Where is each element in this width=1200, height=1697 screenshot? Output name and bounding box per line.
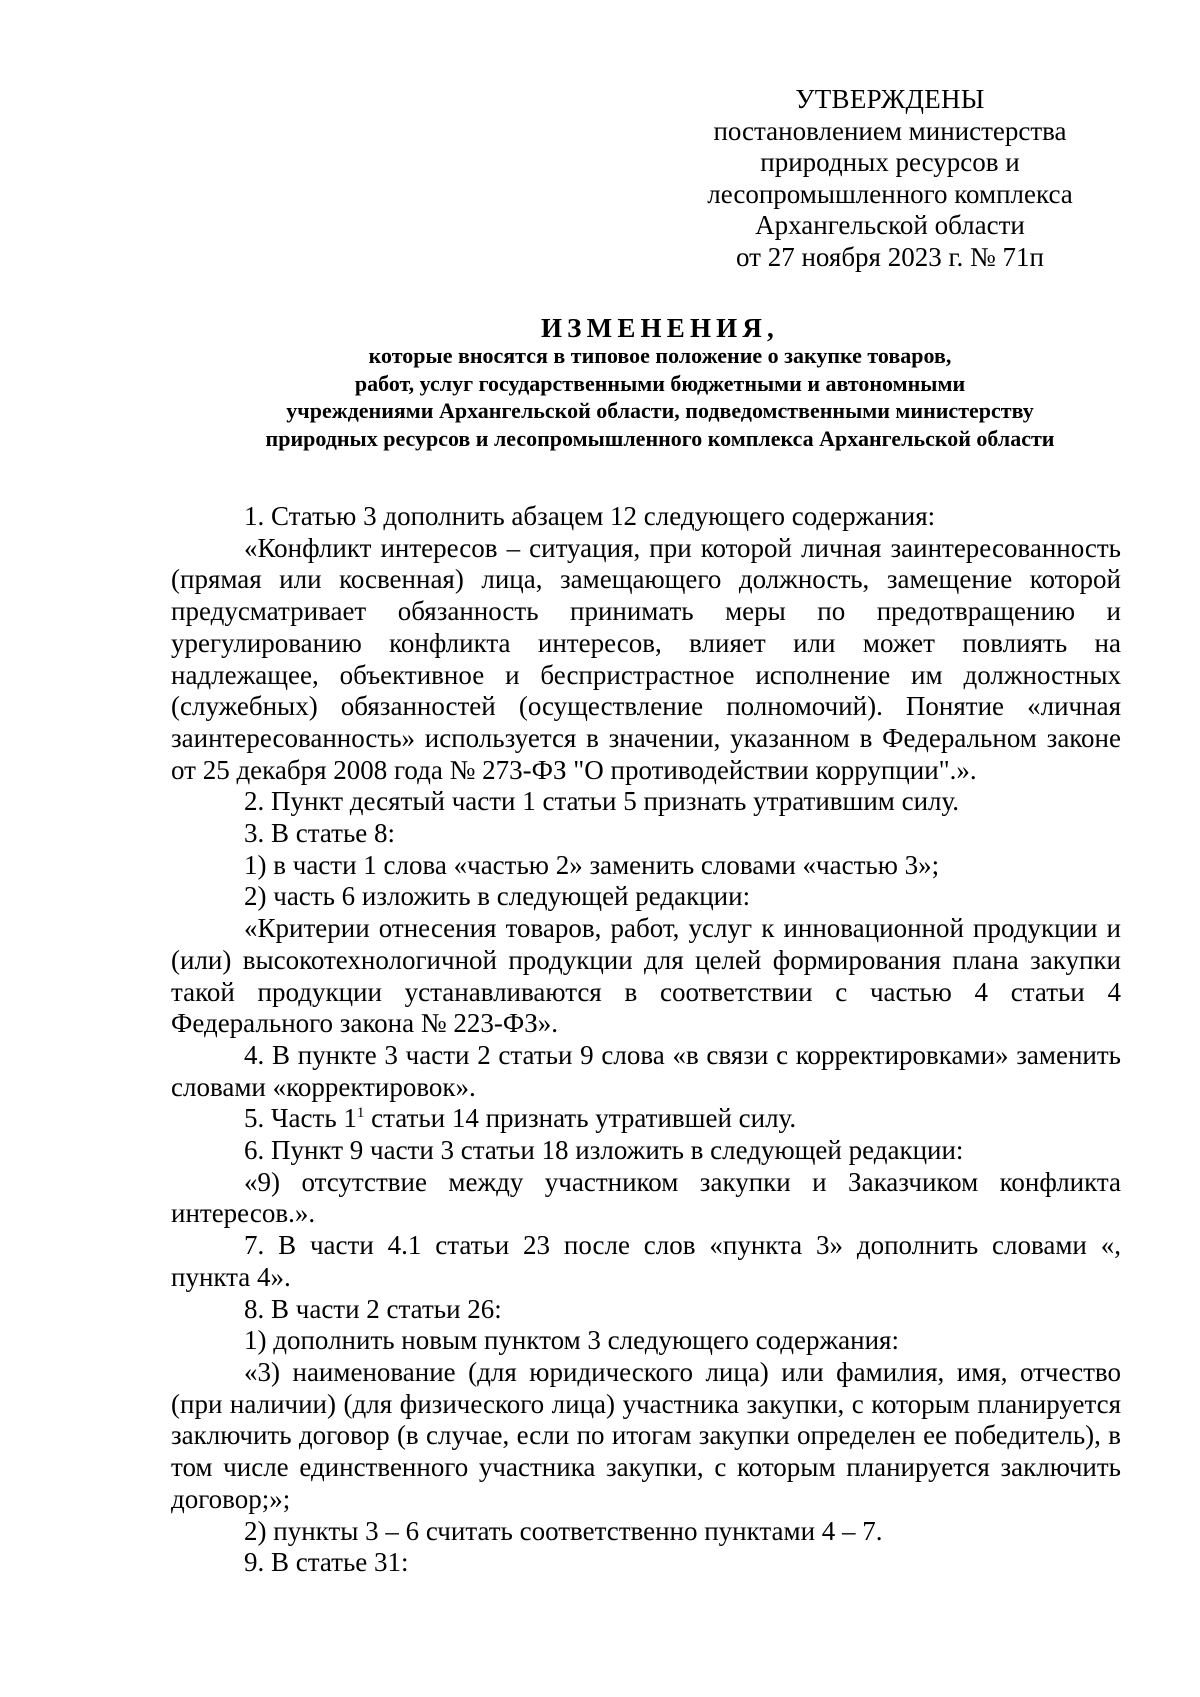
approval-line: постановлением министерства [713,115,1067,146]
paragraph: 1) дополнить новым пунктом 3 следующего содержания: [244,1325,899,1356]
subtitle-line: которые вносятся в типовое положение о закупке товаров, [368,343,952,368]
approval-date: от 27 ноября 2023 г. № 71п [736,241,1044,272]
subtitle-line: природных ресурсов и лесопромышленного комплекса Архангельской области [265,425,1055,451]
paragraph: 1) в части 1 слова «частью 2» заменить словами «частью 3»; [244,849,940,880]
paragraph: 6. Пункт 9 части 3 статьи 18 изложить в следующей редакции: [244,1135,964,1166]
paragraph: 4. В пункте 3 части 2 статьи 9 слова «в связи с корректировками» заменить словами «корректировок». [171,1039,1121,1102]
paragraph: «9) отсутствие между участником закупки и Заказчиком конфликта интересов.». [171,1166,1121,1229]
paragraph: 2. Пункт десятый части 1 статьи 5 признать утратившим силу. [244,786,960,817]
approval-line: природных ресурсов и [760,147,1020,178]
paragraph: 8. В части 2 статьи 26: [244,1293,502,1324]
paragraph: 7. В части 4.1 статьи 23 после слов «пункта 3» дополнить словами «, пункта 4». [171,1230,1121,1292]
document-body [171,501,1121,1579]
approval-heading: УТВЕРЖДЕНЫ [795,84,985,114]
paragraph-text: 5. Часть 1 [244,1103,357,1134]
document-title: ИЗМЕНЕНИЯ, [540,313,779,343]
approval-stamp [680,84,1100,274]
approval-line: Архангельской области [755,210,1025,241]
paragraph: 2) часть 6 изложить в следующей редакции: [244,881,751,912]
subtitle-line: учреждениями Архангельской области, подведомственными министерству [286,398,1034,423]
paragraph: 3. В статье 8: [244,818,396,849]
paragraph: 9. В статье 31: [244,1547,409,1578]
paragraph: 1. Статью 3 дополнить абзацем 12 следующего содержания: [244,501,936,531]
document-subtitle [160,342,1160,452]
approval-line: лесопромышленного комплекса [707,178,1073,209]
paragraph [171,1103,1121,1135]
paragraph: 2) пункты 3 – 6 считать соответственно пунктами 4 – 7. [244,1515,883,1546]
superscript: 1 [356,1105,365,1122]
paragraph: «3) наименование (для юридического лица) или фамилия, имя, отчество (при наличии) (для физического лица) участника закупки, с которым планируется заключить договор (в случае, если по итогам закупки определен ее победитель), в том числе единственного участника закупки, с которым планируется заключить договор;»; [171,1356,1121,1514]
subtitle-line: работ, услуг государственными бюджетными и автономными [354,370,966,396]
paragraph-text: статьи 14 признать утратившей силу. [364,1103,797,1134]
paragraph: «Конфликт интересов – ситуация, при которой личная заинтересованность (прямая или косвенная) лица, замещающего должность, замещение которой предусматривает обязанность принимать меры по предотвращению и урегулированию конфликта интересов, влияет или может повлиять на надлежащее, объективное и беспристрастное исполнение им должностных (служебных) обязанностей (осуществление полномочий). Понятие «личная заинтересованность» используется в значении, указанном в Федеральном законе от 25 декабря 2008 года № 273-ФЗ "О противодействии коррупции".». [171,532,1121,785]
paragraph: «Критерии отнесения товаров, работ, услуг к инновационной продукции и (или) высокотехнологичной продукции для целей формирования плана закупки такой продукции устанавливаются в соответствии с частью 4 статьи 4 Федерального закона № 223-ФЗ». [171,913,1121,1039]
